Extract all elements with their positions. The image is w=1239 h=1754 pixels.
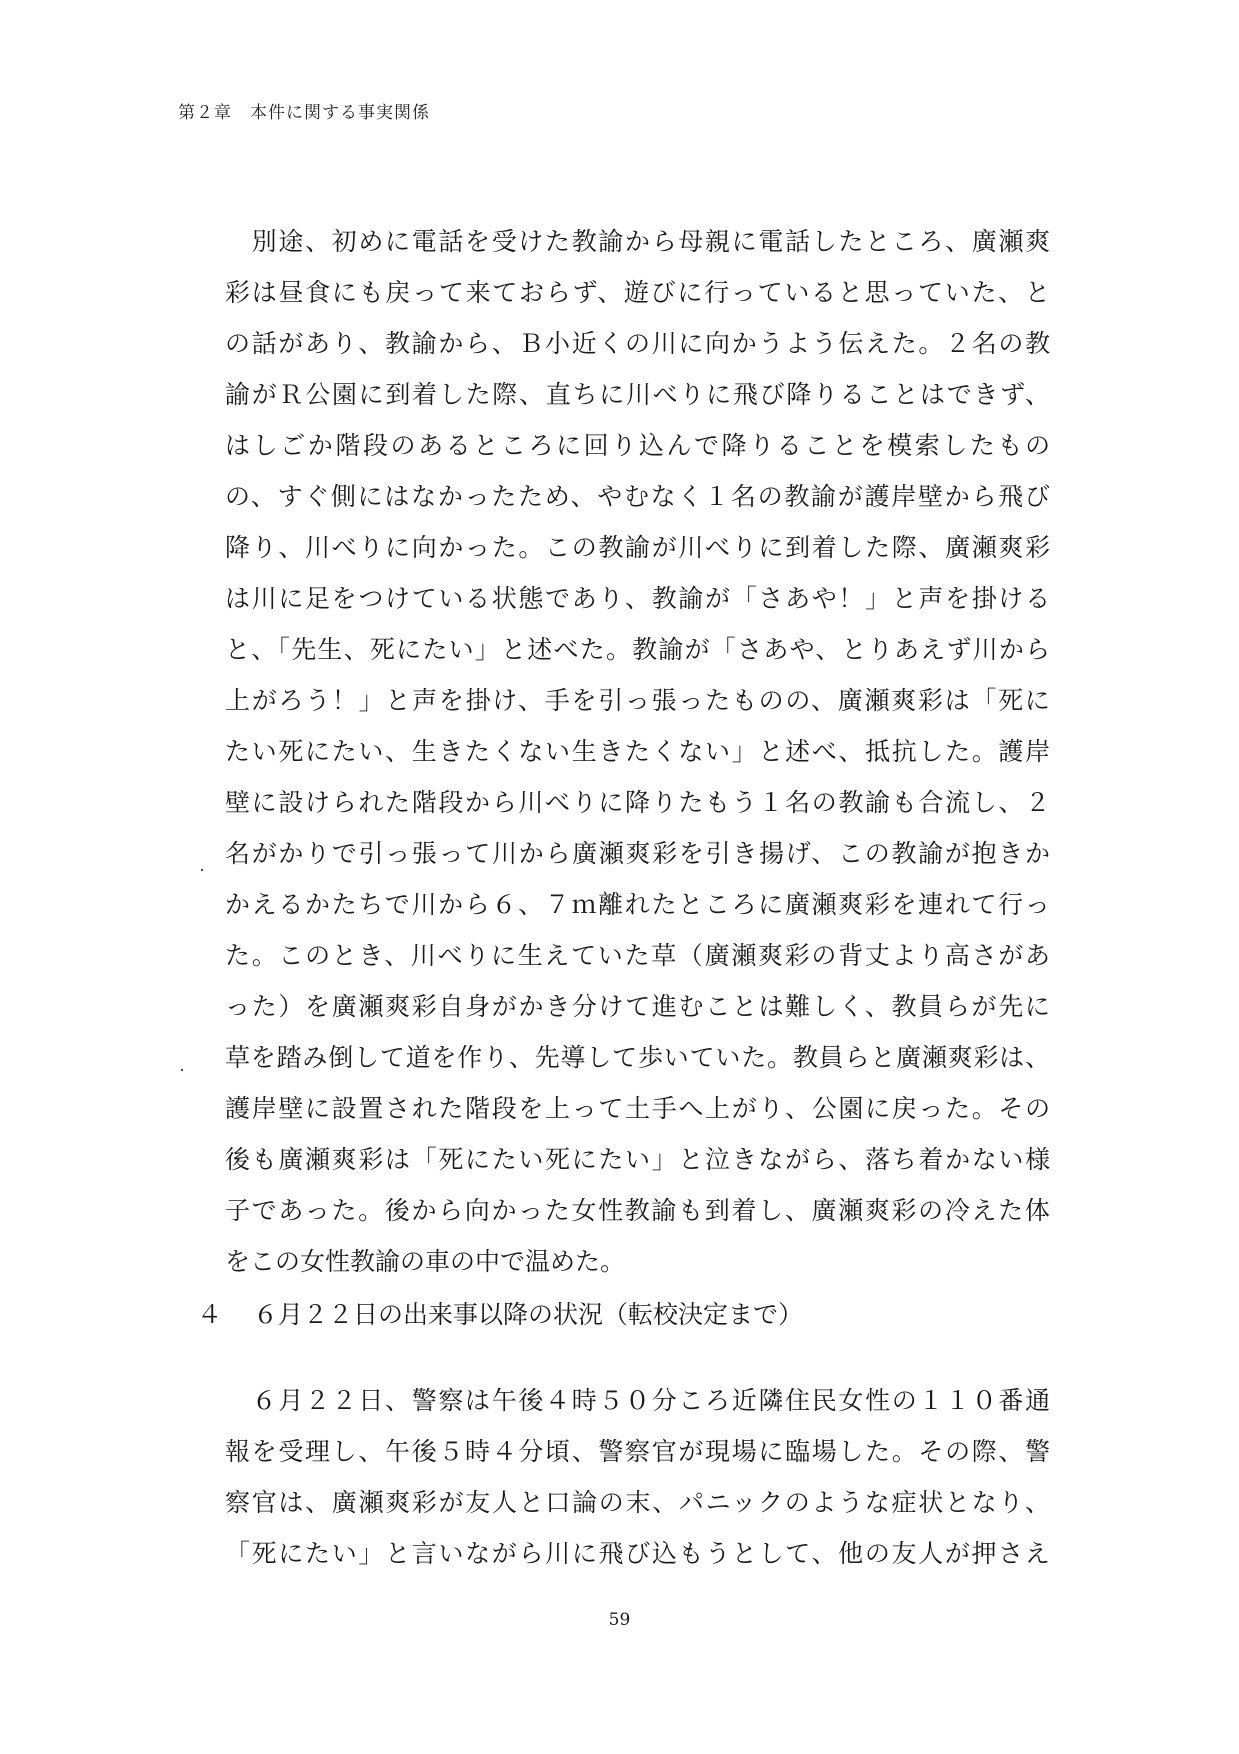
paragraph-line: の話があり、教諭から、Ｂ小近くの川に向かうよう伝えた。２名の教 [225,329,1052,358]
paragraph-line: 降り、川べりに向かった。この教諭が川べりに到着した際、廣瀬爽彩 [225,533,1052,562]
paragraph-line: った）を廣瀬爽彩自身がかき分けて進むことは難しく、教員らが先に [225,992,1052,1021]
section-number: ４ [197,1300,223,1329]
paragraph-line: をこの女性教諭の車の中で温めた。 [225,1247,626,1276]
paragraph-line: 壁に設けられた階段から川べりに降りたもう１名の教諭も合流し、２ [225,788,1052,817]
paragraph-line: 名がかりで引っ張って川から廣瀬爽彩を引き揚げ、この教諭が抱きか [225,839,1052,868]
paragraph-line: たい死にたい、生きたくない生きたくない」と述べ、抵抗した。護岸 [225,737,1052,766]
paragraph-line: は川に足をつけている状態であり、教諭が「さあや！」と声を掛ける [225,584,1052,613]
paragraph-line: 察官は、廣瀬爽彩が友人と口論の末、パニックのような症状となり、 [225,1488,1052,1517]
paragraph-line: と、「先生、死にたい」と述べた。教諭が「さあや、とりあえず川から [225,635,1052,664]
paragraph-line: の、すぐ側にはなかったため、やむなく１名の教諭が護岸壁から飛び [225,482,1052,511]
paragraph-line: はしごか階段のあるところに回り込んで降りることを模索したもの [225,431,1053,460]
section-title: ６月２２日の出来事以降の状況（転校決定まで） [253,1300,804,1329]
section-heading [197,1300,803,1330]
paragraph-line: 護岸壁に設置された階段を上って土手へ上がり、公園に戻った。その [225,1094,1052,1123]
paragraph-line: た。このとき、川べりに生えていた草（廣瀬爽彩の背丈より高さがあ [225,941,1052,970]
chapter-header: 第２章 本件に関する事実関係 [178,103,430,123]
paragraph-line: ６月２２日、警察は午後４時５０分ころ近隣住民女性の１１０番通 [225,1386,1052,1415]
margin-dot [181,1069,183,1071]
margin-dot [201,869,203,871]
paragraph-line: 「死にたい」と言いながら川に飛び込もうとして、他の友人が押さえ [225,1539,1052,1568]
page-number: 59 [608,1610,631,1630]
paragraph-line: 諭がＲ公園に到着した際、直ちに川べりに飛び降りることはできず、 [225,380,1052,409]
paragraph-line: 後も廣瀬爽彩は「死にたい死にたい」と泣きながら、落ち着かない様 [225,1145,1052,1174]
paragraph-line: 彩は昼食にも戻って来ておらず、遊びに行っていると思っていた、と [225,278,1052,307]
paragraph-line: 上がろう！」と声を掛け、手を引っ張ったものの、廣瀬爽彩は「死に [225,686,1052,715]
paragraph-line: 報を受理し、午後５時４分頃、警察官が現場に臨場した。その際、警 [225,1437,1052,1466]
paragraph-line: 子であった。後から向かった女性教諭も到着し、廣瀬爽彩の冷えた体 [225,1196,1052,1225]
paragraph-line: 別途、初めに電話を受けた教諭から母親に電話したところ、廣瀬爽 [225,227,1052,256]
paragraph-line: かえるかたちで川から６、７ｍ離れたところに廣瀬爽彩を連れて行っ [225,890,1052,919]
paragraph-line: 草を踏み倒して道を作り、先導して歩いていた。教員らと廣瀬爽彩は、 [225,1043,1051,1072]
